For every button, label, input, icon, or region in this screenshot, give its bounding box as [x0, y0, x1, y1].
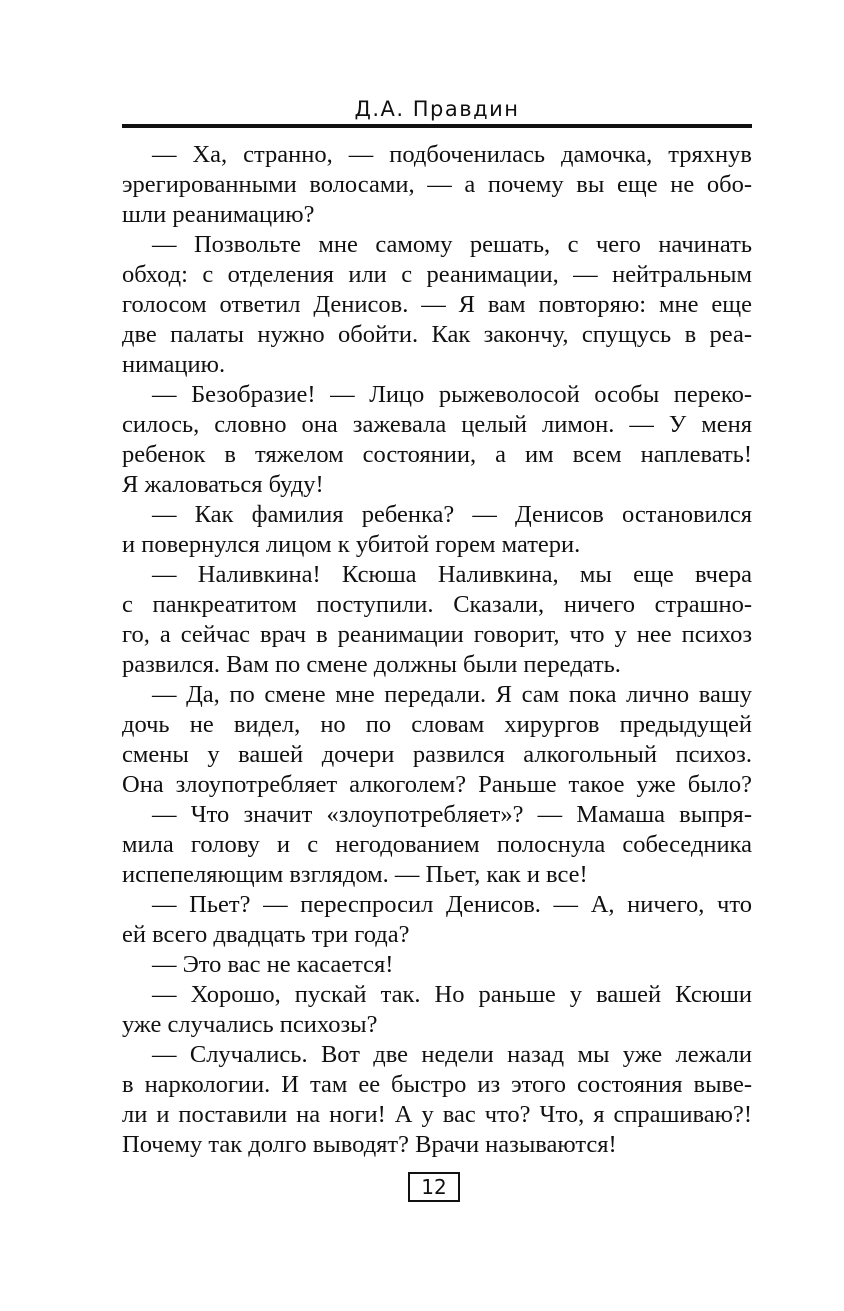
- text-line: Почему так долго выводят? Врачи называются!: [122, 1131, 617, 1158]
- text-line: — Позвольте мне самому решать, с чего начинать: [152, 231, 752, 258]
- text-line: уже случались психозы?: [122, 1011, 378, 1038]
- text-line: ребенок в тяжелом состоянии, а им всем наплевать!: [122, 441, 752, 468]
- text-line: — Ха, странно, — подбоченилась дамочка, тряхнув: [152, 141, 752, 168]
- text-line: Она злоупотребляет алкоголем? Раньше такое уже было?: [122, 771, 752, 798]
- text-line: и повернулся лицом к убитой горем матери.: [122, 531, 581, 558]
- paragraph: [122, 560, 752, 680]
- text-line: мила голову и с негодованием полоснула собеседника: [122, 831, 752, 858]
- text-line: смены у вашей дочери развился алкогольный психоз.: [122, 741, 752, 768]
- text-line: шли реанимацию?: [122, 201, 315, 228]
- paragraph: [122, 680, 752, 800]
- text-line: испепеляющим взглядом. — Пьет, как и все!: [122, 861, 588, 888]
- page-number: 12: [408, 1172, 460, 1202]
- text-line: — Случались. Вот две недели назад мы уже лежали: [152, 1041, 752, 1068]
- body-text: [122, 140, 752, 1160]
- text-line: — Что значит «злоупотребляет»? — Мамаша выпря-: [152, 801, 752, 828]
- text-line: — Хорошо, пускай так. Но раньше у вашей Ксюши: [152, 981, 752, 1008]
- text-line: — Пьет? — переспросил Денисов. — А, ничего, что: [152, 891, 752, 918]
- text-line: в наркологии. И там ее быстро из этого состояния выве-: [122, 1071, 752, 1098]
- text-line: — Это вас не касается!: [152, 951, 394, 978]
- text-line: развился. Вам по смене должны были передать.: [122, 651, 621, 678]
- text-line: ли и поставили на ноги! А у вас что? Что, я спрашиваю?!: [122, 1101, 752, 1128]
- paragraph: [122, 230, 752, 380]
- text-line: эрегированными волосами, — а почему вы еще не обо-: [122, 171, 752, 198]
- text-line: — Безобразие! — Лицо рыжеволосой особы переко-: [152, 381, 752, 408]
- paragraph: [122, 380, 752, 500]
- paragraph: [122, 950, 752, 980]
- paragraph: [122, 1040, 752, 1160]
- text-line: ей всего двадцать три года?: [122, 921, 410, 948]
- paragraph: [122, 980, 752, 1040]
- text-line: — Наливкина! Ксюша Наливкина, мы еще вчера: [152, 561, 752, 588]
- header-rule: [122, 124, 752, 128]
- paragraph: [122, 800, 752, 890]
- running-head: Д.А. Правдин: [354, 97, 520, 121]
- text-line: го, а сейчас врач в реанимации говорит, что у нее психоз: [122, 621, 752, 648]
- text-line: с панкреатитом поступили. Сказали, ничего страшно-: [122, 591, 752, 618]
- paragraph: [122, 140, 752, 230]
- text-line: обход: с отделения или с реанимации, — нейтральным: [122, 261, 752, 288]
- text-line: нимацию.: [122, 351, 226, 378]
- text-line: — Как фамилия ребенка? — Денисов остановился: [152, 501, 752, 528]
- paragraph: [122, 890, 752, 950]
- text-line: две палаты нужно обойти. Как закончу, спущусь в реа-: [122, 321, 752, 348]
- text-line: — Да, по смене мне передали. Я сам пока лично вашу: [152, 681, 752, 708]
- text-line: голосом ответил Денисов. — Я вам повторяю: мне еще: [122, 291, 752, 318]
- text-line: силось, словно она зажевала целый лимон. — У меня: [122, 411, 752, 438]
- paragraph: [122, 500, 752, 560]
- text-line: дочь не видел, но по словам хирургов предыдущей: [122, 711, 752, 738]
- text-line: Я жаловаться буду!: [122, 471, 324, 498]
